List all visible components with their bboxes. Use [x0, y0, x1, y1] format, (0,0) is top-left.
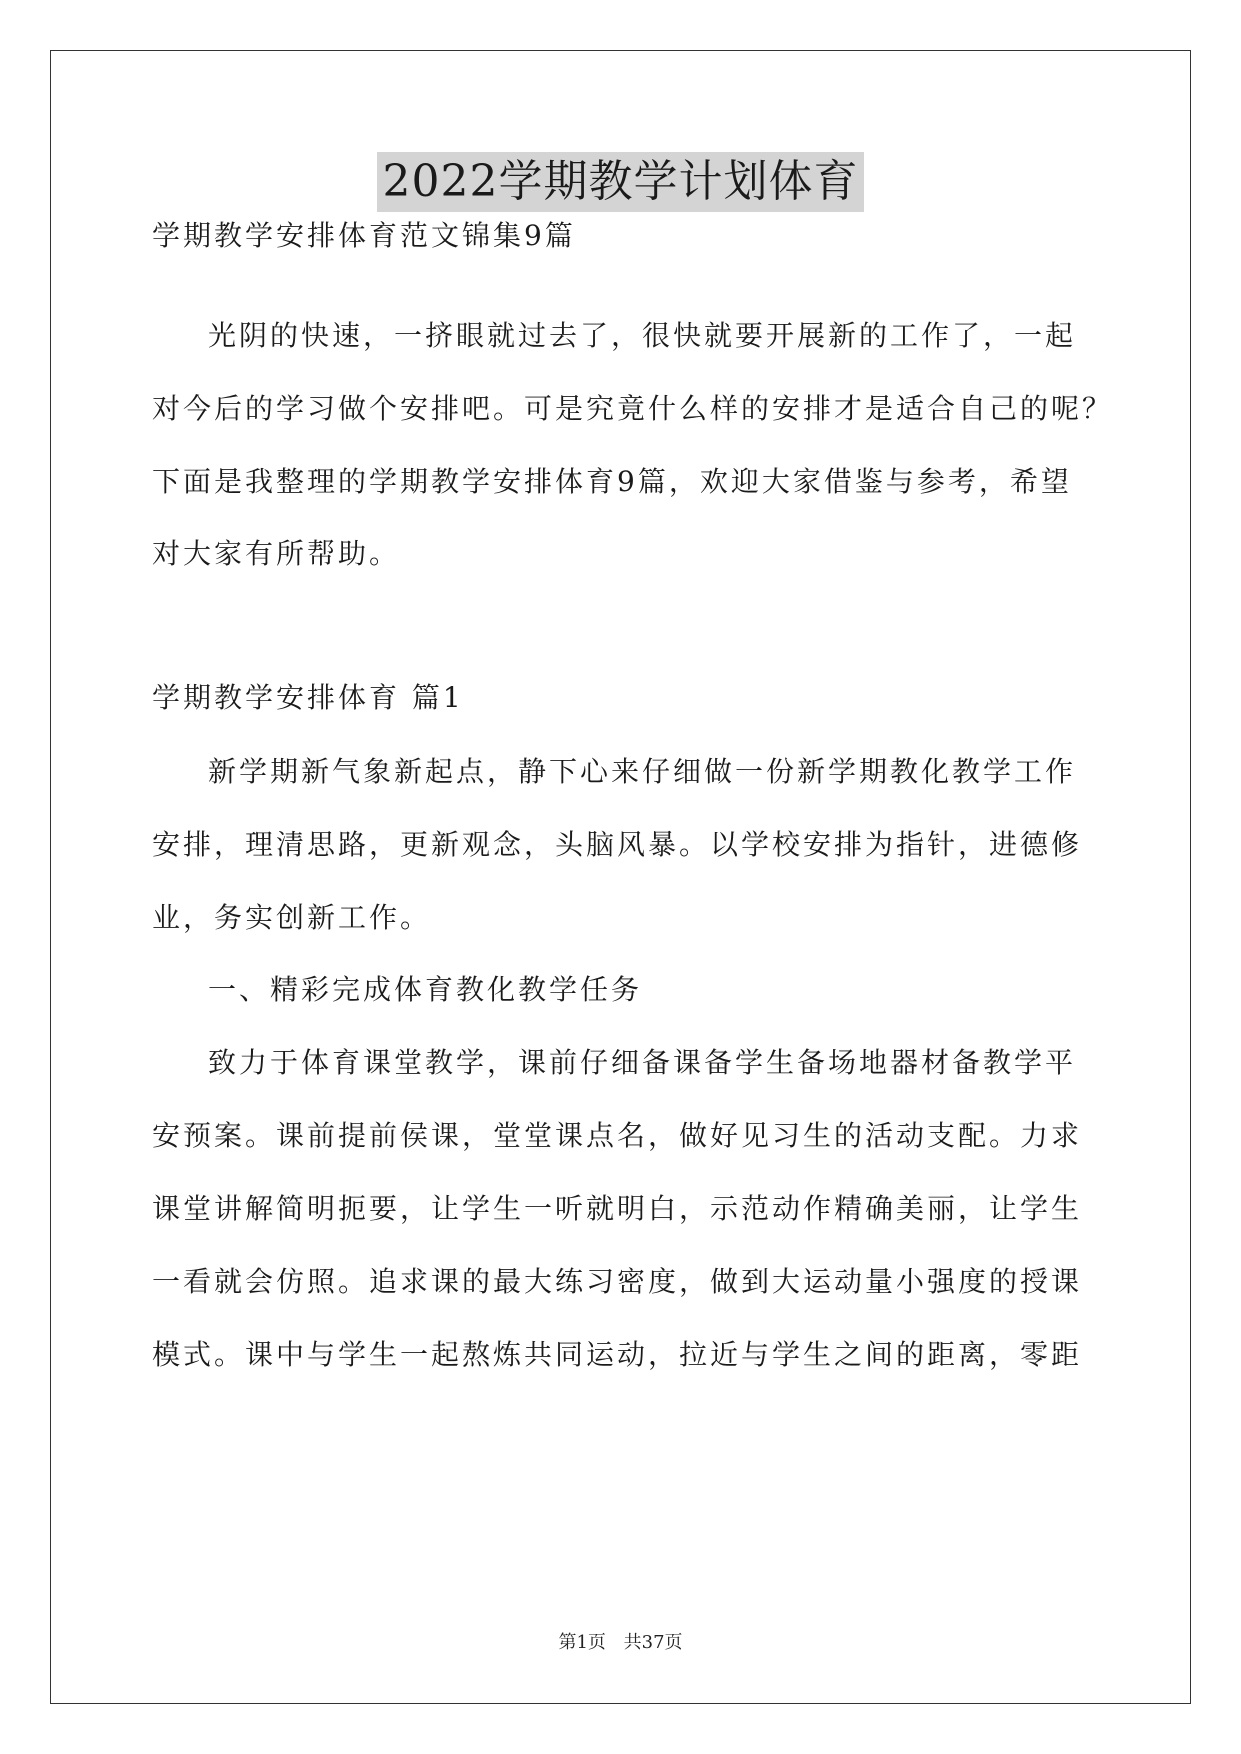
document-subtitle: 学期教学安排体育范文锦集9篇 — [152, 219, 576, 252]
paragraph-line: 业，务实创新工作。 — [152, 901, 432, 934]
page-border — [50, 50, 1191, 1704]
page-number: 第1页 — [558, 1632, 606, 1653]
page-footer — [0, 1628, 1241, 1654]
document-title — [0, 152, 1241, 212]
paragraph-line: 课堂讲解简明扼要，让学生一听就明白，示范动作精确美丽，让学生 — [152, 1192, 1083, 1225]
intro-line: 下面是我整理的学期教学安排体育9篇，欢迎大家借鉴与参考，希望 — [152, 465, 1072, 498]
intro-line: 对今后的学习做个安排吧。可是究竟什么样的安排才是适合自己的呢？ — [152, 392, 1114, 425]
paragraph-line: 安排，理清思路，更新观念，头脑风暴。以学校安排为指针，进德修 — [152, 828, 1083, 861]
subheading: 一、精彩完成体育教化教学任务 — [208, 973, 643, 1006]
paragraph-line: 致力于体育课堂教学，课前仔细备课备学生备场地器材备教学平 — [208, 1046, 1077, 1079]
intro-line: 对大家有所帮助。 — [152, 537, 401, 570]
section-heading: 学期教学安排体育 篇1 — [152, 681, 464, 714]
paragraph-line: 安预案。课前提前侯课，堂堂课点名，做好见习生的活动支配。力求 — [152, 1119, 1083, 1152]
paragraph-line: 模式。课中与学生一起熬炼共同运动，拉近与学生之间的距离，零距 — [152, 1338, 1083, 1371]
intro-line: 光阴的快速，一挤眼就过去了，很快就要开展新的工作了，一起 — [208, 319, 1077, 352]
document-title-text: 2022学期教学计划体育 — [377, 152, 865, 212]
paragraph-line: 新学期新气象新起点，静下心来仔细做一份新学期教化教学工作 — [208, 755, 1077, 788]
page-total: 共37页 — [623, 1632, 683, 1653]
paragraph-line: 一看就会仿照。追求课的最大练习密度，做到大运动量小强度的授课 — [152, 1265, 1083, 1298]
